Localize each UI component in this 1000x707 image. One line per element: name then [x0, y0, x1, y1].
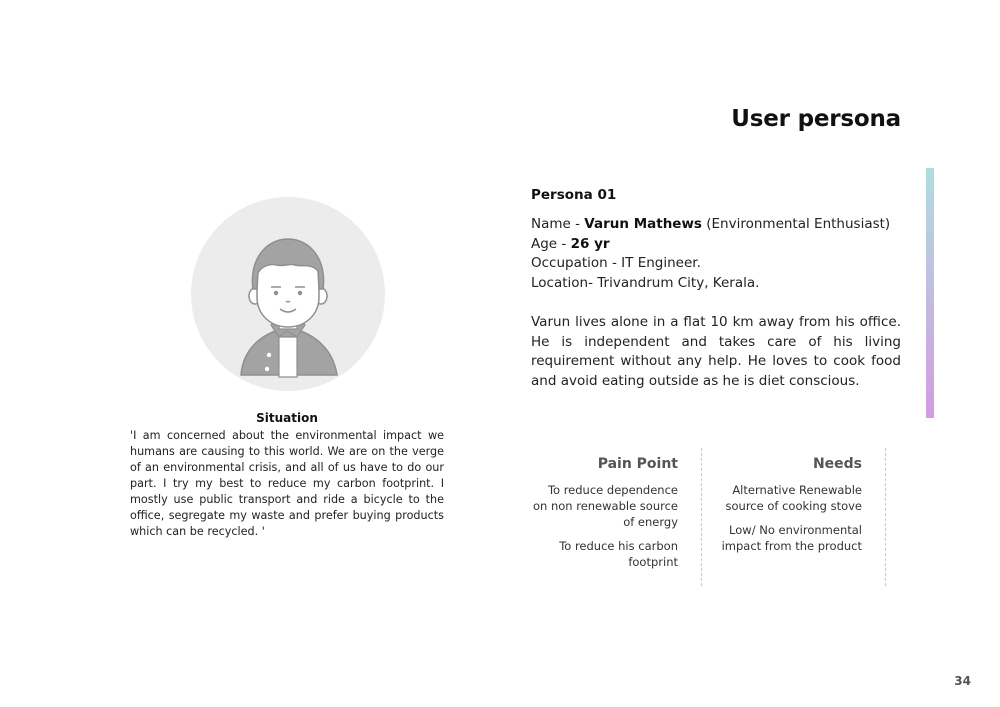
avatar [191, 197, 385, 391]
persona-name-line [531, 215, 901, 235]
persona-name: Varun Mathews [584, 216, 702, 232]
age-prefix: Age - [531, 235, 571, 252]
page-number: 34 [954, 674, 971, 688]
persona-details [531, 187, 901, 392]
pain-point-item: To reduce dependence on non renewable source of energy [532, 483, 678, 529]
pain-points-column [531, 448, 702, 586]
persona-location: Location- Trivandrum City, Kerala. [531, 275, 760, 292]
persona-bio: Varun lives alone in a flat 10 km away from his office. He is independent and takes care of his living requirement without any help. He loves to cook food and avoid eating outside as he is diet conscious. [531, 313, 901, 389]
pain-point-item: To reduce his carbon footprint [559, 539, 678, 569]
situation-quote: 'I am concerned about the environmental impact we humans are causing to this world. We are on the verge of an environmental crisis, and all of us have to do our part. I try my best to reduce my carbon footprint. I mostly use public transport and ride a bicycle to the office, segregate my waste and prefer buying products which can be recycled. ' [130, 429, 444, 538]
user-avatar-icon [191, 197, 385, 391]
situation-title: Situation [256, 411, 318, 425]
page-title: User persona [731, 106, 901, 132]
needs-column [710, 448, 886, 586]
persona-occupation: Occupation - IT Engineer. [531, 255, 701, 272]
persona-label: Persona 01 [531, 187, 617, 203]
need-item: Alternative Renewable source of cooking stove [725, 483, 862, 513]
pain-points-title: Pain Point [597, 456, 678, 472]
persona-age: 26 yr [570, 235, 610, 252]
name-prefix: Name - [531, 216, 585, 232]
needs-title: Needs [812, 456, 862, 472]
need-item: Low/ No environmental impact from the product [721, 523, 862, 553]
name-suffix: (Environmental Enthusiast) [701, 216, 891, 232]
accent-gradient-bar [926, 168, 934, 418]
situation-section [130, 411, 444, 540]
persona-age-line [531, 235, 901, 255]
